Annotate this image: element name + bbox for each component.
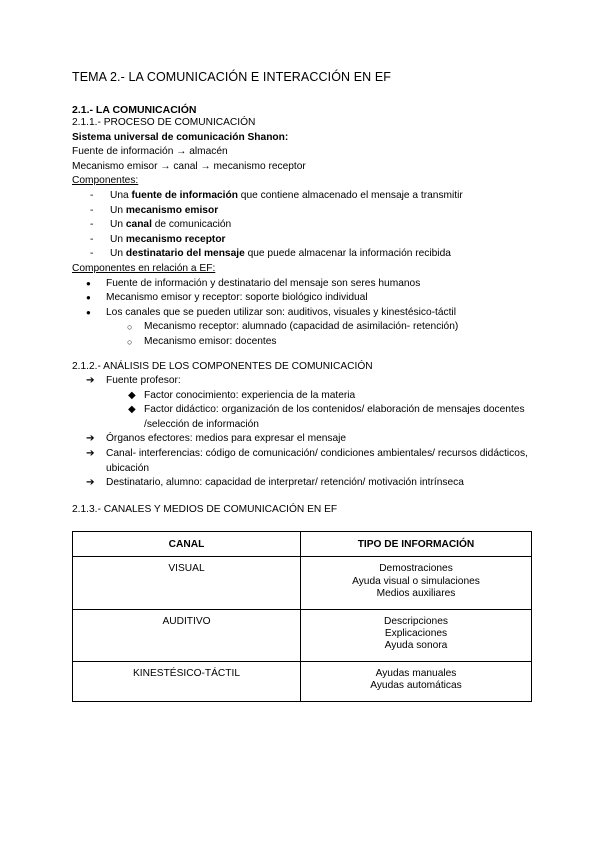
- ef-list: [72, 277, 532, 321]
- list-item: - Un mecanismo emisor: [90, 204, 219, 216]
- list-item: ◆ Factor didáctico: organización de los contenidos/ elaboración de mensajes docentes /selección de información: [128, 404, 525, 430]
- list-item: - Un destinatario del mensaje que puede almacenar la información recibida: [90, 248, 451, 260]
- list-item: ○ Mecanismo emisor: docentes: [127, 335, 277, 347]
- analysis-sublist: [72, 389, 532, 433]
- cell-info: Descripciones Explicaciones Ayuda sonora: [301, 609, 532, 661]
- table-row: [73, 661, 532, 701]
- model-title: Sistema universal de comunicación Shanon:: [72, 131, 289, 143]
- model-line: Mecanismo emisor → canal → mecanismo receptor: [72, 160, 306, 172]
- list-item: - Un canal de comunicación: [90, 219, 232, 231]
- list-item: ➔ Canal- interferencias: código de comunicación/ condiciones ambientales/ recursos didácticos, ubicación: [86, 448, 528, 474]
- cell-canal: AUDITIVO: [73, 609, 301, 661]
- list-item: ○ Mecanismo receptor: alumnado (capacidad de asimilación- retención): [127, 321, 459, 333]
- cell-info: Ayudas manuales Ayudas automáticas: [301, 661, 532, 701]
- analysis-list: [72, 374, 532, 389]
- ef-components-label: Componentes en relación a EF:: [72, 262, 216, 274]
- subsection-heading: 2.1.1.- PROCESO DE COMUNICACIÓN: [72, 117, 256, 128]
- list-item: ➔ Destinatario, alumno: capacidad de interpretar/ retención/ motivación intrínseca: [86, 477, 464, 489]
- channels-table: [72, 531, 532, 701]
- components-list: [72, 189, 532, 262]
- list-item: ◆ Factor conocimiento: experiencia de la materia: [128, 389, 356, 401]
- list-item: ● Mecanismo emisor y receptor: soporte biológico individual: [86, 292, 368, 304]
- analysis-list: [72, 432, 532, 490]
- section-heading: 2.1.- LA COMUNICACIÓN: [72, 104, 197, 116]
- table-row: [73, 557, 532, 609]
- subsection-heading: 2.1.2.- ANÁLISIS DE LOS COMPONENTES DE COMUNICACIÓN: [72, 360, 373, 372]
- column-header-info: TIPO DE INFORMACIÓN: [301, 532, 532, 557]
- cell-info: Demostraciones Ayuda visual o simulaciones Medios auxiliares: [301, 557, 532, 609]
- cell-canal: KINESTÉSICO-TÁCTIL: [73, 661, 301, 701]
- list-item: ➔ Órganos efectores: medios para expresar el mensaje: [86, 433, 347, 445]
- document-page: [72, 70, 532, 702]
- column-header-canal: CANAL: [73, 532, 301, 557]
- table-row: [73, 609, 532, 661]
- components-label: Componentes:: [72, 175, 139, 187]
- table-header-row: [73, 532, 532, 557]
- list-item: ➔ Fuente profesor:: [86, 375, 181, 387]
- list-item: ● Los canales que se pueden utilizar son: auditivos, visuales y kinestésico-táctil: [86, 306, 456, 318]
- list-item: - Una fuente de información que contiene almacenado el mensaje a transmitir: [90, 189, 463, 201]
- cell-canal: VISUAL: [73, 557, 301, 609]
- page-title: TEMA 2.- LA COMUNICACIÓN E INTERACCIÓN EN EF: [72, 70, 392, 84]
- ef-sublist: [72, 320, 532, 349]
- list-item: ● Fuente de información y destinatario del mensaje son seres humanos: [86, 277, 421, 289]
- subsection-heading: 2.1.3.- CANALES Y MEDIOS DE COMUNICACIÓN EN EF: [72, 503, 338, 515]
- list-item: - Un mecanismo receptor: [90, 233, 226, 245]
- model-line: Fuente de información → almacén: [72, 146, 228, 158]
